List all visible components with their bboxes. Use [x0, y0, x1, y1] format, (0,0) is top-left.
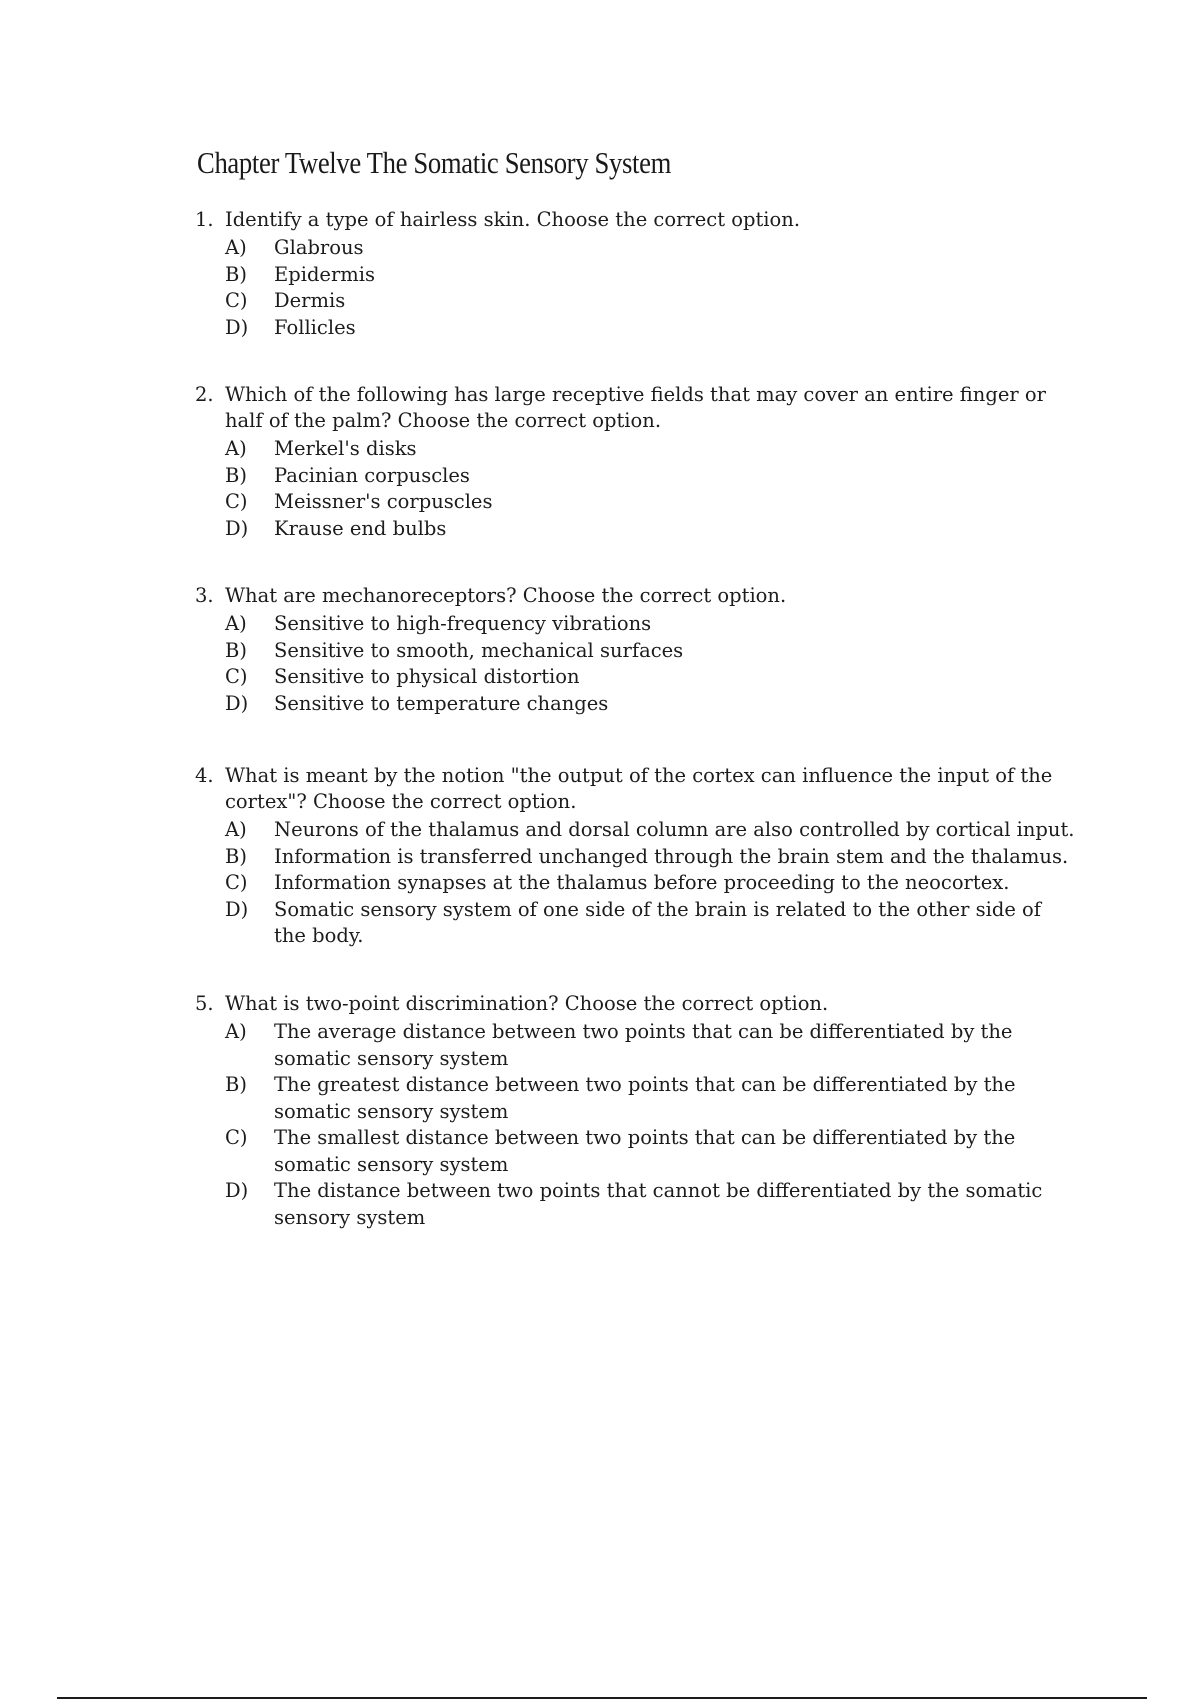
question-3	[195, 583, 1075, 717]
option-text: Sensitive to high-frequency vibrations	[274, 612, 652, 635]
answer-options	[225, 611, 1075, 717]
option-letter: B)	[225, 463, 247, 487]
option-text: Somatic sensory system of one side of the brain is related to the other side of the body.	[274, 897, 1042, 947]
answer-options	[225, 1019, 1075, 1231]
option-text: The average distance between two points that can be differentiated by the somatic sensory system	[274, 1020, 1013, 1070]
answer-option	[225, 463, 1075, 490]
option-letter: A)	[225, 818, 247, 841]
option-letter: C)	[225, 289, 248, 312]
answer-option	[225, 897, 1075, 950]
option-text: Sensitive to smooth, mechanical surfaces	[274, 638, 684, 662]
option-letter: B)	[225, 262, 247, 286]
option-text: Pacinian corpuscles	[274, 463, 470, 487]
answer-option	[225, 1072, 1075, 1125]
question-1	[195, 207, 1075, 341]
answer-option	[225, 664, 1075, 691]
option-text: Krause end bulbs	[274, 516, 447, 540]
answer-option	[225, 844, 1075, 871]
question-stem	[195, 991, 1075, 1017]
question-text: Which of the following has large receptive fields that may cover an entire finger or half of the palm? Choose the correct option.	[225, 383, 1046, 432]
option-text: Information synapses at the thalamus before proceeding to the neocortex.	[274, 871, 1010, 894]
option-text: The distance between two points that cannot be differentiated by the somatic sensory system	[274, 1179, 1043, 1229]
answer-option	[225, 489, 1075, 516]
question-text: Identify a type of hairless skin. Choose the correct option.	[225, 208, 801, 231]
option-text: Dermis	[274, 289, 346, 312]
option-letter: D)	[225, 315, 249, 339]
question-number: 4.	[195, 764, 214, 787]
answer-option	[225, 436, 1075, 463]
question-text: What are mechanoreceptors? Choose the correct option.	[225, 584, 787, 607]
question-stem	[195, 583, 1075, 609]
option-letter: B)	[225, 1073, 247, 1096]
answer-option	[225, 516, 1075, 543]
answer-options	[225, 436, 1075, 542]
option-letter: C)	[225, 665, 248, 688]
question-4	[195, 763, 1075, 950]
question-stem	[195, 207, 1075, 233]
option-text: Glabrous	[274, 236, 364, 259]
option-text: Sensitive to temperature changes	[274, 691, 609, 715]
answer-option	[225, 870, 1075, 897]
option-text: Information is transferred unchanged through the brain stem and the thalamus.	[274, 844, 1069, 868]
answer-option	[225, 817, 1075, 844]
option-letter: C)	[225, 871, 248, 894]
option-text: The smallest distance between two points that can be differentiated by the somatic sensory system	[274, 1126, 1016, 1176]
answer-option	[225, 262, 1075, 289]
option-letter: D)	[225, 691, 249, 715]
answer-option	[225, 691, 1075, 718]
option-text: Merkel's disks	[274, 437, 417, 460]
question-number: 1.	[195, 208, 214, 231]
answer-option	[225, 315, 1075, 342]
question-2	[195, 382, 1075, 542]
answer-options	[225, 235, 1075, 341]
option-letter: D)	[225, 897, 249, 921]
option-letter: C)	[225, 490, 248, 513]
answer-option	[225, 611, 1075, 638]
option-letter: D)	[225, 516, 249, 540]
question-stem	[195, 763, 1075, 815]
answer-options	[225, 817, 1075, 950]
option-text: Sensitive to physical distortion	[274, 665, 580, 688]
question-number: 5.	[195, 992, 214, 1015]
option-text: Follicles	[274, 315, 356, 339]
option-letter: A)	[225, 1020, 247, 1043]
question-5	[195, 991, 1075, 1231]
option-letter: B)	[225, 844, 247, 868]
option-text: Meissner's corpuscles	[274, 490, 493, 513]
question-number: 3.	[195, 584, 214, 607]
chapter-title: Chapter Twelve The Somatic Sensory System	[197, 145, 671, 180]
question-text: What is two-point discrimination? Choose the correct option.	[225, 992, 829, 1015]
option-text: Epidermis	[274, 262, 376, 286]
answer-option	[225, 288, 1075, 315]
option-letter: D)	[225, 1179, 249, 1202]
answer-option	[225, 1125, 1075, 1178]
option-text: Neurons of the thalamus and dorsal column are also controlled by cortical input.	[274, 818, 1075, 841]
answer-option	[225, 235, 1075, 262]
question-stem	[195, 382, 1075, 434]
option-letter: B)	[225, 638, 247, 662]
option-letter: A)	[225, 612, 247, 635]
answer-option	[225, 1019, 1075, 1072]
option-letter: A)	[225, 437, 247, 460]
question-text: What is meant by the notion "the output of the cortex can influence the input of the cortex"? Choose the correct option.	[225, 764, 1053, 813]
option-text: The greatest distance between two points that can be differentiated by the somatic sensory system	[274, 1073, 1016, 1123]
question-number: 2.	[195, 383, 214, 406]
page-bottom-rule	[57, 1697, 1147, 1699]
answer-option	[225, 638, 1075, 665]
answer-option	[225, 1178, 1075, 1231]
option-letter: A)	[225, 236, 247, 259]
option-letter: C)	[225, 1126, 248, 1149]
